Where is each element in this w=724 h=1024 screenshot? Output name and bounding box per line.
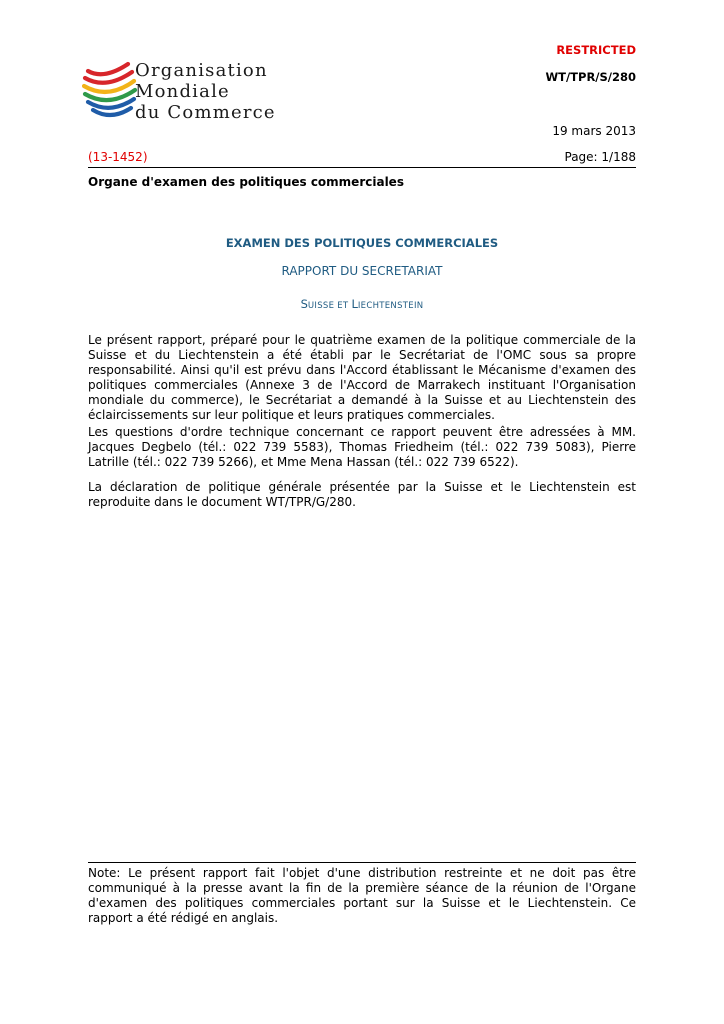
- org-name-line-2: Mondiale: [135, 81, 230, 102]
- countries-rest-1: UISSE ET: [307, 301, 352, 311]
- document-symbol: WT/TPR/S/280: [545, 70, 636, 84]
- paragraph-intro: Le présent rapport, préparé pour le quatrième examen de la politique commerciale de la Suisse et du Liechtenstein a été établi par le Secrétariat de l'OMC sous sa propre responsabilité. Ainsi qu'il est prévu dans l'Accord établissant le Mécanisme d'examen des politiques commerciales (Annexe 3 de l'Accord de Marrakech instituant l'Organisation mondiale du commerce), le Secrétariat a demandé à la Suisse et au Liechtenstein des éclaircissements sur leur politique et leurs pratiques commerciales.: [88, 333, 636, 422]
- sub-title: RAPPORT DU SECRETARIAT: [281, 264, 443, 278]
- countries-cap-2: L: [351, 297, 358, 311]
- footnote: Note: Le présent rapport fait l'objet d'une distribution restreinte et ne doit pas être communiqué à la presse avant la fin de la première séance de la réunion de l'Organe d'examen des politiques commerciales portant sur la Suisse et le Liechtenstein. Ce rapport a été rédigé en anglais.: [88, 866, 636, 925]
- note-divider: [88, 862, 636, 863]
- org-name-line-1: Organisation: [135, 60, 268, 81]
- countries-cap-1: S: [300, 297, 308, 311]
- countries-rest-2: IECHTENSTEIN: [357, 301, 424, 311]
- organisation-name: [135, 60, 276, 123]
- document-reference: (13-1452): [88, 150, 148, 164]
- org-name-line-3: du Commerce: [135, 102, 276, 123]
- page-number: Page: 1/188: [564, 150, 636, 164]
- paragraph-declaration: La déclaration de politique générale présentée par la Suisse et le Liechtenstein est reproduite dans le document WT/TPR/G/280.: [88, 480, 636, 509]
- document-date: 19 mars 2013: [552, 124, 636, 138]
- header-divider: [88, 167, 636, 168]
- paragraph-contacts: Les questions d'ordre technique concernant ce rapport peuvent être adressées à MM. Jacques Degbelo (tél.: 022 739 5583), Thomas Friedheim (tél.: 022 739 5083), Pierre Latrille (tél.: 022 739 5266), et Mme Mena Hassan (tél.: 022 739 6522).: [88, 425, 636, 469]
- countries-title: [88, 297, 636, 311]
- main-title: EXAMEN DES POLITIQUES COMMERCIALES: [225, 236, 499, 250]
- restricted-label: RESTRICTED: [556, 43, 636, 57]
- wto-logo-icon: [82, 56, 142, 126]
- issuing-body: Organe d'examen des politiques commerciales: [88, 175, 404, 189]
